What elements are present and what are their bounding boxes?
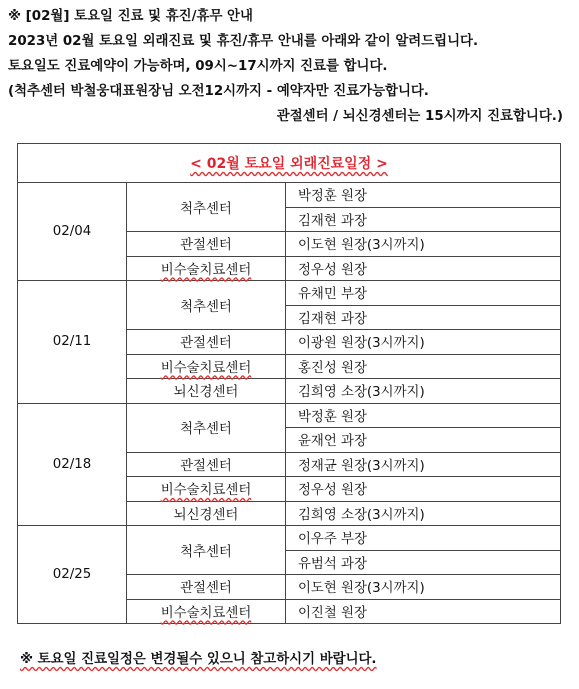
- department-label: 척추센터: [180, 299, 232, 315]
- date-cell: 02/25: [18, 526, 127, 624]
- date-cell: 02/18: [18, 403, 127, 526]
- department-label: 관절센터: [180, 238, 232, 254]
- department-label: 뇌신경센터: [173, 385, 239, 401]
- department-cell: [127, 526, 286, 575]
- department-cell: [127, 403, 286, 452]
- department-label: 척추센터: [180, 422, 232, 437]
- doctor-cell: 김재현 과장: [286, 305, 561, 330]
- department-cell: [127, 281, 286, 330]
- department-label: 뇌신경센터: [173, 507, 239, 523]
- doctor-cell: 이광원 원장(3시까지): [286, 330, 561, 355]
- schedule-table: [17, 143, 561, 624]
- doctor-cell: 정우성 원장: [286, 256, 561, 281]
- schedule-title-text: < 02월 토요일 외래진료일정 >: [190, 156, 388, 172]
- date-cell: 02/04: [18, 183, 127, 281]
- doctor-cell: 정재균 원장(3시까지): [286, 452, 561, 477]
- doctor-cell: 박정훈 원장: [286, 183, 561, 208]
- department-label: 관절센터: [180, 458, 232, 474]
- department-cell: [127, 256, 286, 281]
- doctor-cell: 정우성 원장: [286, 477, 561, 502]
- doctor-cell: 김재현 과장: [286, 207, 561, 232]
- schedule-row: [18, 183, 561, 208]
- doctor-cell: 윤재언 과장: [286, 428, 561, 453]
- department-cell: [127, 575, 286, 600]
- department-label: 관절센터: [180, 336, 232, 352]
- department-label: 척추센터: [180, 201, 232, 217]
- department-label: 비수술치료센터: [160, 605, 252, 621]
- doctor-cell: 이우주 부장: [286, 526, 561, 551]
- doctor-cell: 유채민 부장: [286, 281, 561, 306]
- doctor-cell: 이도현 원장(3시까지): [286, 575, 561, 600]
- doctor-cell: 이도현 원장(3시까지): [286, 232, 561, 257]
- department-label: 비수술치료센터: [160, 262, 252, 278]
- department-cell: [127, 477, 286, 502]
- department-cell: [127, 501, 286, 526]
- notice-heading: ※ [02월] 토요일 진료 및 휴진/휴무 안내: [8, 9, 253, 24]
- schedule-title: [18, 144, 561, 183]
- department-cell: [127, 452, 286, 477]
- footer-note: [20, 648, 377, 667]
- department-cell: [127, 379, 286, 404]
- notice-line-3: (척추센터 박철웅대표원장님 오전12시까지 - 예약자만 진료가능합니다.: [8, 84, 429, 99]
- doctor-cell: 박정훈 원장: [286, 403, 561, 428]
- department-cell: [127, 330, 286, 355]
- department-cell: [127, 183, 286, 232]
- doctor-cell: 이진철 원장: [286, 599, 561, 624]
- department-cell: [127, 599, 286, 624]
- doctor-cell: 김희영 소장(3시까지): [286, 501, 561, 526]
- footer-note-text: ※ 토요일 진료일정은 변경될수 있으니 참고하시기 바랍니다.: [20, 652, 377, 667]
- date-cell: 02/11: [18, 281, 127, 404]
- schedule-row: [18, 281, 561, 306]
- notice-line-4: 관절센터 / 뇌신경센터는 15시까지 진료합니다.): [276, 109, 563, 124]
- doctor-cell: 김희영 소장(3시까지): [286, 379, 561, 404]
- department-cell: [127, 354, 286, 379]
- department-cell: [127, 232, 286, 257]
- notice-line-1: 2023년 02월 토요일 외래진료 및 휴진/휴무 안내를 아래와 같이 알려드립니다.: [8, 34, 479, 49]
- doctor-cell: 홍진성 원장: [286, 354, 561, 379]
- schedule-row: [18, 526, 561, 551]
- department-label: 관절센터: [180, 581, 232, 597]
- notice-intro: [8, 0, 573, 129]
- schedule-title-row: [18, 144, 561, 183]
- department-label: 비수술치료센터: [160, 360, 252, 376]
- department-label: 비수술치료센터: [160, 483, 252, 499]
- schedule-row: [18, 403, 561, 428]
- doctor-cell: 유범석 과장: [286, 550, 561, 575]
- department-label: 척추센터: [180, 544, 232, 560]
- notice-line-2: 토요일도 진료예약이 가능하며, 09시~17시까지 진료를 합니다.: [8, 59, 388, 74]
